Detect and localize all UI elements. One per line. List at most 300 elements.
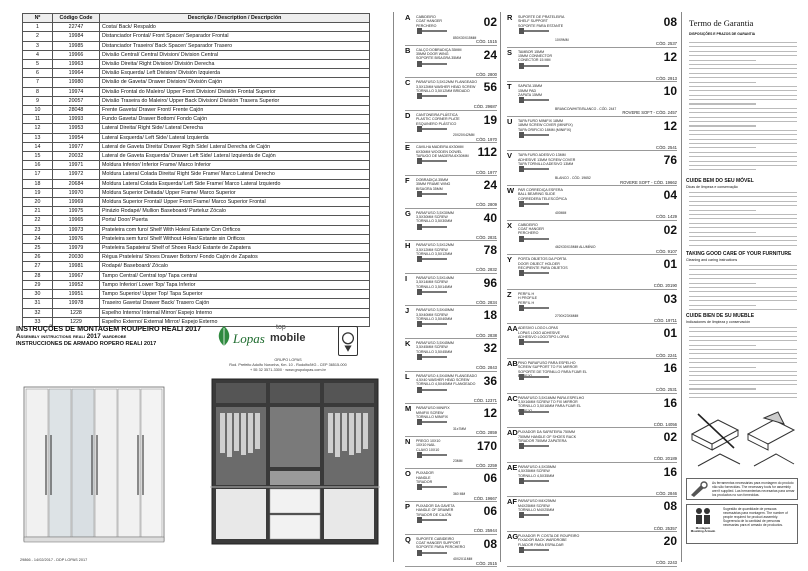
part-code: 19979: [53, 244, 100, 253]
hardware-quantity: 01: [663, 257, 677, 272]
fine-print-line: [689, 291, 797, 292]
hardware-part-icon: [519, 96, 553, 104]
hardware-letter: E: [405, 143, 411, 153]
part-code: 19970: [53, 188, 100, 197]
hardware-code: ROVERE SOFT - CÓD. 2457: [622, 110, 677, 116]
part-code: 19951: [53, 290, 100, 299]
hardware-separator: [405, 77, 497, 78]
hardware-letter: L: [405, 371, 410, 381]
hardware-code: CÓD. 9107: [656, 248, 677, 254]
part-number: 1: [23, 23, 53, 32]
fine-print-line: [689, 340, 797, 341]
hardware-separator: [405, 110, 497, 111]
part-number: 25: [23, 244, 53, 253]
hardware-quantity: 10: [663, 84, 677, 99]
part-description: Espelho Interno/ Internal Mirror/ Espejo Interno: [100, 308, 370, 317]
hardware-description: CABIDEIRO COAT HANGER PERCHERO: [518, 222, 545, 236]
part-code: 19980: [53, 78, 100, 87]
hardware-description: PARAFUSO MINIFIX MINIFIX SCREW TORNILLO MINIFIX: [416, 406, 450, 419]
part-number: 9: [23, 96, 53, 105]
fine-print-line: [689, 55, 797, 56]
hardware-description: SUPORTE DE PRATELEIRA SHELF SUPPORT SOPORTE PARA ESTANTE: [518, 15, 565, 28]
hardware-letter: AA: [507, 324, 518, 334]
hardware-item: [405, 112, 497, 143]
hardware-code: CÓD. 12371: [473, 397, 497, 403]
hardware-code: CÓD. 2259: [476, 462, 497, 468]
hardware-description: PUXADOR DA GAVETA HANDLE OF DRAWER TIRADOR DE CAJÓN: [416, 504, 455, 517]
part-description: Moldura Lateral Colada Direita/ Right Side Frame/ Marco Lateral Derecho: [100, 170, 370, 179]
parts-table-row: [23, 170, 370, 179]
fine-print-line: [689, 139, 797, 140]
hardware-item: [507, 222, 677, 255]
hardware-item: [405, 340, 497, 371]
fine-print-line: [689, 223, 797, 224]
hardware-description: PARAFUSO 3,5X40MM 3,5X40MM SCREW TORNILLO 3,5X40MM: [416, 308, 454, 322]
hardware-description: CANTONEIRA PLÁSTICA PLASTIC CORNER PLATE ESQUINERO PLÁSTICO: [416, 112, 460, 126]
lopas-logo: [213, 322, 268, 354]
hardware-part-icon: [417, 483, 451, 491]
parts-table-row: [23, 96, 370, 105]
hardware-quantity: 16: [663, 361, 677, 375]
fine-print-line: [689, 353, 797, 354]
hardware-separator: [405, 45, 497, 46]
hardware-description: ADESIVO LOGO LOPAS LOPAS LOGO ADHESIVE ADHESIVO LOGOTIPO LOPAS: [518, 326, 570, 340]
hardware-letter: AB: [507, 359, 518, 368]
hardware-item: [405, 177, 497, 208]
hardware-quantity: 06: [483, 471, 497, 486]
fine-print-line: [689, 236, 797, 237]
part-description: Lateral de Gaveta Esquerda/ Drawer Left Side/ Lateral Izquierda de Cajón: [100, 152, 370, 161]
hardware-part-icon: [417, 418, 451, 426]
hardware-quantity: 12: [483, 406, 497, 421]
hardware-quantity: 36: [483, 373, 497, 388]
part-description: Divisão Frontal do Maleiro/ Upper Front Division/ División Frontal Superior: [100, 87, 370, 96]
people-label: Montagem Mounting Armado: [690, 526, 716, 534]
fine-print-line: [689, 327, 797, 328]
part-code: 22747: [53, 23, 100, 32]
part-code: 19976: [53, 234, 100, 243]
parts-table-row: [23, 188, 370, 197]
hardware-item: [507, 533, 677, 566]
hardware-separator: [405, 436, 497, 437]
fine-print-line: [689, 86, 797, 87]
hardware-description: PAR CORREDIÇA ESFERA BALL BEARING SLIDE CORREDERA TELESCÓPICA: [518, 188, 567, 201]
part-code: 19966: [53, 50, 100, 59]
fine-print-line: [689, 296, 797, 297]
care-heading-es: CUIDE BIEN DE SU MUEBLE: [686, 313, 755, 319]
certification-badge-icon: [338, 326, 358, 356]
company-info: [218, 358, 358, 372]
hardware-quantity: 08: [483, 536, 497, 551]
parts-table-row: [23, 262, 370, 271]
hardware-part-icon: [417, 60, 451, 68]
hardware-code: CÓD. 2541: [656, 144, 677, 150]
hardware-separator: [405, 501, 497, 502]
hardware-part-icon: [519, 165, 553, 173]
parts-table-row: [23, 225, 370, 234]
hardware-code: CÓD. 29687: [473, 104, 497, 110]
hardware-separator: [405, 534, 497, 535]
hardware-part-icon: [417, 288, 451, 296]
hardware-quantity: 16: [663, 395, 677, 410]
fine-print-line: [689, 210, 756, 211]
part-number: 8: [23, 87, 53, 96]
hardware-quantity: 06: [483, 504, 497, 518]
hardware-separator: [507, 496, 677, 497]
hardware-code: CÓD. 1429: [656, 214, 677, 220]
part-code: 19971: [53, 161, 100, 170]
hardware-quantity: 18: [483, 308, 497, 323]
care-pictograms-icon: [688, 408, 798, 470]
hardware-description: PARAFUSO 3,5X30MM 3,5X30MM SCREW TORNILLO 3,5X30MM: [416, 210, 454, 224]
hardware-item: [507, 395, 677, 428]
hardware-separator: [507, 254, 677, 255]
parts-table-row: [23, 41, 370, 50]
fine-print-line: [689, 388, 756, 389]
care-text-lines-en: [689, 265, 797, 313]
hardware-item: [507, 49, 677, 82]
warranty-title: Termo de Garantia: [689, 18, 754, 28]
hardware-item: [507, 360, 677, 393]
hardware-description: PARAFUSO 3,5X12MM FLANGEADO 3,5X12MM WASHER HEAD SCREW TORNILLO 3,5X12MM BRIDADO: [416, 80, 478, 93]
company-address: Rod. Prefeito Adolfo Noronha, Km. 10 - Rodolfo/MG - CEP 36515-000: [229, 362, 347, 367]
hardware-separator: [507, 427, 677, 428]
hardware-code: CÓD. 2809: [476, 202, 497, 208]
hardware-quantity: 08: [663, 499, 677, 514]
part-number: 21: [23, 207, 53, 216]
hardware-item: [405, 242, 497, 273]
part-code: 19954: [53, 133, 100, 142]
fine-print-line: [689, 397, 797, 398]
fine-print-line: [689, 46, 797, 47]
parts-table-row: [23, 308, 370, 317]
hardware-part-icon: [417, 27, 451, 35]
hardware-part-icon: [417, 125, 451, 133]
hardware-size: BLANCO - CÓD. 19652: [555, 175, 591, 180]
hardware-separator: [507, 47, 677, 48]
parts-table-row: [23, 23, 370, 32]
part-number: 23: [23, 225, 53, 234]
part-description: Tampo Inferior/ Lower Top/ Tapa Inferior: [100, 280, 370, 289]
hardware-part-icon: [417, 451, 451, 459]
hardware-quantity: 12: [663, 49, 677, 64]
part-code: 1228: [53, 308, 100, 317]
hardware-letter: V: [507, 151, 513, 161]
part-code: 19973: [53, 225, 100, 234]
hardware-part-icon: [417, 223, 451, 231]
care-subheading-pt: Dicas de limpeza e conservação: [686, 185, 738, 189]
hardware-part-icon: [417, 386, 451, 394]
hardware-quantity: 170: [476, 438, 497, 453]
col-header-description: Descrição / Description / Descripción: [100, 14, 370, 23]
part-number: 19: [23, 188, 53, 197]
parts-table-row: [23, 280, 370, 289]
part-number: 15: [23, 152, 53, 161]
part-number: 18: [23, 179, 53, 188]
hardware-quantity: 96: [483, 275, 497, 290]
parts-table-row: [23, 161, 370, 170]
hardware-size: 360 MM: [453, 491, 466, 496]
hardware-letter: Q: [405, 534, 411, 544]
lopas-logo-text: Lopas: [233, 331, 265, 346]
fine-print-line: [689, 265, 797, 266]
hardware-item: [405, 47, 497, 78]
hardware-description: PUXADOR DA SAPATEIRA 750MM 750MM HANDLE OF SHOES RACK TIRADOR 750MM ZAPATERA: [518, 430, 577, 443]
hardware-letter: Z: [507, 289, 512, 299]
part-description: Pinázio Rodapé/ Mullion Baseboard/ Parteluz Zócalo: [100, 207, 370, 216]
hardware-quantity: 16: [663, 464, 677, 479]
hardware-code: CÓD. 1515: [476, 39, 497, 45]
parts-table-row: [23, 271, 370, 280]
hardware-quantity: 02: [663, 430, 677, 445]
hardware-size: 20X20X42MM: [453, 133, 475, 138]
hardware-size: 31x7MM: [453, 426, 467, 431]
part-number: 12: [23, 124, 53, 133]
hardware-code: CÓD. 1977: [476, 169, 497, 175]
fine-print-line: [689, 82, 756, 83]
hardware-code: CÓD. 19711: [654, 317, 677, 323]
fine-print-line: [689, 201, 797, 202]
hardware-description: PARAFUSO 4,5X35MM 4,5X35MM SCREW TORNILLO 4,5X35MM: [518, 464, 556, 478]
hardware-part-icon: [417, 92, 451, 100]
parts-table-row: [23, 106, 370, 115]
parts-table-row: [23, 234, 370, 243]
parts-table-header: [23, 14, 370, 23]
part-description: Distanciador Frontal/ Front Spacer/ Separador Frontal: [100, 32, 370, 41]
hardware-separator: [507, 531, 677, 532]
hardware-description: PARAFUSO 4,5X40MM FLANGEADO 4,5X40 WASHER HEAD SCREW TORNILLO 4,5X40MM FLANGEADO: [416, 373, 478, 387]
fine-print-line: [689, 287, 797, 288]
hardware-part-icon: [417, 255, 451, 263]
hardware-part-icon: [519, 373, 553, 381]
hardware-size: 40X2X11MM: [453, 557, 473, 562]
hardware-quantity: 02: [663, 222, 677, 237]
hardware-item: [507, 152, 677, 185]
hardware-letter: J: [405, 306, 410, 316]
part-description: Moldura Superior Frontal/ Upper Front Frame/ Marco Superior Frontal: [100, 198, 370, 207]
hardware-description: PUXADOR P/ COSTA DE ROUPEIRO FIXADOR BACK WARDROBE FIJADOR PARA ESPALDAR: [518, 534, 580, 547]
part-code: 19952: [53, 280, 100, 289]
part-description: Lateral Esquerda/ Left Side/ Lateral Izquierda: [100, 133, 370, 142]
hardware-separator: [405, 208, 497, 209]
hardware-letter: N: [405, 436, 411, 446]
hardware-description: PREGO 10X10 10X10 NAIL CLAVO 10X10: [416, 438, 441, 452]
parts-table-row: [23, 124, 370, 133]
part-description: Rodapé/ Baseboard/ Zócalo: [100, 262, 370, 271]
hardware-letter: Y: [507, 255, 513, 265]
hardware-code: CÓD. 2846: [656, 490, 677, 496]
part-code: 19964: [53, 69, 100, 78]
fine-print-line: [689, 218, 797, 219]
hardware-code: CÓD. 2515: [476, 560, 497, 566]
part-code: 20057: [53, 96, 100, 105]
hardware-item: [507, 187, 677, 220]
part-number: 6: [23, 69, 53, 78]
parts-table: [22, 13, 370, 327]
parts-table-row: [23, 216, 370, 225]
hardware-code: CÓD. 2832: [476, 267, 497, 273]
part-number: 32: [23, 308, 53, 317]
fine-print-line: [689, 371, 797, 372]
fine-print-line: [689, 196, 797, 197]
hardware-description: PARAFUSO M4X25MM M4X25MM SCREW TORNILLO M4X25MM: [518, 499, 556, 513]
warranty-subtitle: DISPOSIÇÕES E PRAZOS DE GARANTIA: [689, 32, 756, 36]
hardware-size: 400MM: [555, 210, 567, 215]
hardware-description: SUPORTE CABIDEIRO COAT HANGER SUPPORT SOPORTE PARA PERCHERO: [416, 536, 466, 550]
hardware-separator: [405, 142, 497, 143]
care-text-lines-pt: [689, 192, 797, 249]
hardware-separator: [405, 338, 497, 339]
fine-print-line: [689, 358, 797, 359]
hardware-description: PARAFUSO 3,5X45MM 3,5X45MM SCREW TORNILLO 3,5X45MM: [416, 341, 454, 354]
fine-print-line: [689, 300, 797, 301]
hardware-code: CÓD. 25357: [653, 525, 677, 531]
parts-table-row: [23, 152, 370, 161]
hardware-code: CÓD. 14056: [653, 421, 677, 427]
hardware-letter: AC: [507, 393, 518, 403]
part-code: 20030: [53, 253, 100, 262]
hardware-separator: [405, 273, 497, 274]
warranty-text-lines: [689, 42, 797, 174]
hardware-quantity: 24: [483, 178, 497, 192]
hardware-code: CÓD. 20190: [653, 283, 677, 289]
part-code: 19975: [53, 207, 100, 216]
hardware-item: [507, 291, 677, 324]
hardware-separator: [507, 358, 677, 359]
hardware-separator: [507, 323, 677, 324]
fine-print-line: [689, 165, 797, 166]
hardware-description: SAPATA 15MM 15MM PAD ZAPATA 15MM: [518, 84, 543, 97]
part-description: Moldura Superior Deitada/ Upper Frame/ Marco Superior: [100, 188, 370, 197]
part-description: Moldura Inferior/ Inferior Frame/ Marco Inferior: [100, 161, 370, 170]
fine-print-line: [689, 269, 797, 270]
hardware-separator: [507, 393, 677, 394]
part-number: 11: [23, 115, 53, 124]
part-number: 28: [23, 271, 53, 280]
fine-print-line: [689, 51, 797, 52]
fine-print-line: [689, 117, 797, 118]
hardware-separator: [405, 371, 497, 372]
warranty-section: [686, 18, 798, 36]
hardware-item: [507, 429, 677, 462]
fine-print-line: [689, 205, 797, 206]
part-description: Divisão Traseira do Maleiro/ Upper Back Division/ División Trasera Superior: [100, 96, 370, 105]
hardware-separator: [405, 468, 497, 469]
hardware-description: TAPA FURO MINIFIX 18MM 18MM SCREW COVER (MINIFIX) TAPA ORIFICIO 18MM (MINIFIX): [518, 118, 573, 132]
part-number: 22: [23, 216, 53, 225]
hardware-item: [405, 405, 497, 436]
title-en: Assembly instructions reali 2017 wardrobe: [16, 333, 127, 340]
fine-print-line: [689, 214, 797, 215]
fine-print-line: [689, 336, 797, 337]
hardware-code: CÓD. 19667: [473, 495, 497, 501]
fine-print-line: [689, 227, 797, 228]
part-code: 19963: [53, 60, 100, 69]
part-number: 2: [23, 32, 53, 41]
part-number: 29: [23, 280, 53, 289]
part-code: 20684: [53, 179, 100, 188]
hardware-item: [507, 14, 677, 47]
fine-print-line: [689, 156, 797, 157]
part-code: 19993: [53, 115, 100, 124]
hardware-item: [405, 503, 497, 534]
hardware-item: [405, 307, 497, 338]
hardware-size: 850X30X15MM: [453, 35, 477, 40]
hardware-quantity: 76: [663, 153, 677, 168]
hardware-item: [507, 83, 677, 116]
fine-print-line: [689, 95, 797, 96]
hardware-description: CABIDEIRO COAT HANGER PERCHERO: [416, 15, 443, 28]
hardware-code: CÓD. 2838: [476, 332, 497, 338]
parts-table-row: [23, 60, 370, 69]
hardware-letter: C: [405, 78, 411, 88]
hardware-quantity: 02: [483, 15, 497, 29]
hardware-separator: [507, 81, 677, 82]
hardware-letter: B: [405, 45, 411, 55]
hardware-part-icon: [519, 235, 553, 243]
parts-table-body: [23, 23, 370, 327]
hardware-part-icon: [519, 442, 553, 450]
col-header-code: Código Code: [53, 14, 100, 23]
parts-table-row: [23, 142, 370, 151]
part-description: Tampo Superior/ Upper Top/ Tapa Superior: [100, 290, 370, 299]
tools-note: As ferramentas necessárias para montagem do produto não são fornecidas. The necessary tools for assembly aren't supplied. Las herramientas necesarias para armar los productos no son fornecidas.: [712, 481, 795, 498]
hardware-quantity: 08: [663, 15, 677, 29]
hardware-size: BRANCO/WHITE/BLANCO - CÓD. 2447: [555, 106, 617, 111]
hardware-code: CÓD. 2913: [656, 75, 677, 81]
parts-table-row: [23, 290, 370, 299]
title-pt: INSTRUÇÕES DE MONTAGEM ROUPEIRO REALI 2017: [16, 324, 202, 333]
part-number: 24: [23, 234, 53, 243]
parts-table-row: [23, 69, 370, 78]
part-code: 1229: [53, 317, 100, 326]
part-description: Tampo Central/ Central top/ Tapa central: [100, 271, 370, 280]
people-note: Sugestão de quantidade de pessoas necessárias para montagem. The number of people required for product assembly. Sugerencia de la cantidad de personas necesarias para el armado de productos.: [723, 507, 788, 528]
hardware-description: TAPA FURO ADESIVO 13MM ADHESIVE 13MM SCREW COVER TAPA TORNILLO ADESIVO 13MM: [518, 153, 576, 167]
hardware-code: CÓD. 25944: [473, 528, 497, 534]
hardware-quantity: 04: [663, 188, 677, 202]
hardware-letter: A: [405, 13, 411, 22]
parts-table-row: [23, 87, 370, 96]
fine-print-line: [689, 108, 797, 109]
hardware-quantity: 19: [483, 112, 497, 127]
parts-table-row: [23, 244, 370, 253]
divider-1: [393, 12, 394, 562]
hardware-item: [405, 210, 497, 241]
hardware-part-icon: [519, 408, 553, 416]
hardware-letter: AF: [507, 497, 517, 507]
hardware-letter: R: [507, 13, 513, 22]
hardware-item: [405, 373, 497, 404]
hardware-part-icon: [417, 157, 451, 165]
part-number: 27: [23, 262, 53, 271]
leaf-icon: [215, 324, 233, 348]
hardware-code: CÓD. 2800: [476, 71, 497, 77]
topmobile-logo-mobile: mobile: [270, 332, 306, 344]
hardware-separator: [507, 185, 677, 186]
hardware-description: DOBRADIÇA 35MM 35MM FRAME WING BISAGRA 35MM: [416, 178, 451, 191]
hardware-code: CÓD. 1970: [476, 136, 497, 142]
part-number: 16: [23, 161, 53, 170]
title-block: [16, 324, 216, 348]
part-number: 14: [23, 142, 53, 151]
company-name: GRUPO LOPAS: [274, 358, 302, 362]
part-description: Frente Gaveta/ Drawer Front/ Frente Cajón: [100, 106, 370, 115]
parts-table-row: [23, 207, 370, 216]
hardware-quantity: 40: [483, 210, 497, 225]
part-code: 19967: [53, 271, 100, 280]
hardware-separator: [507, 289, 677, 290]
